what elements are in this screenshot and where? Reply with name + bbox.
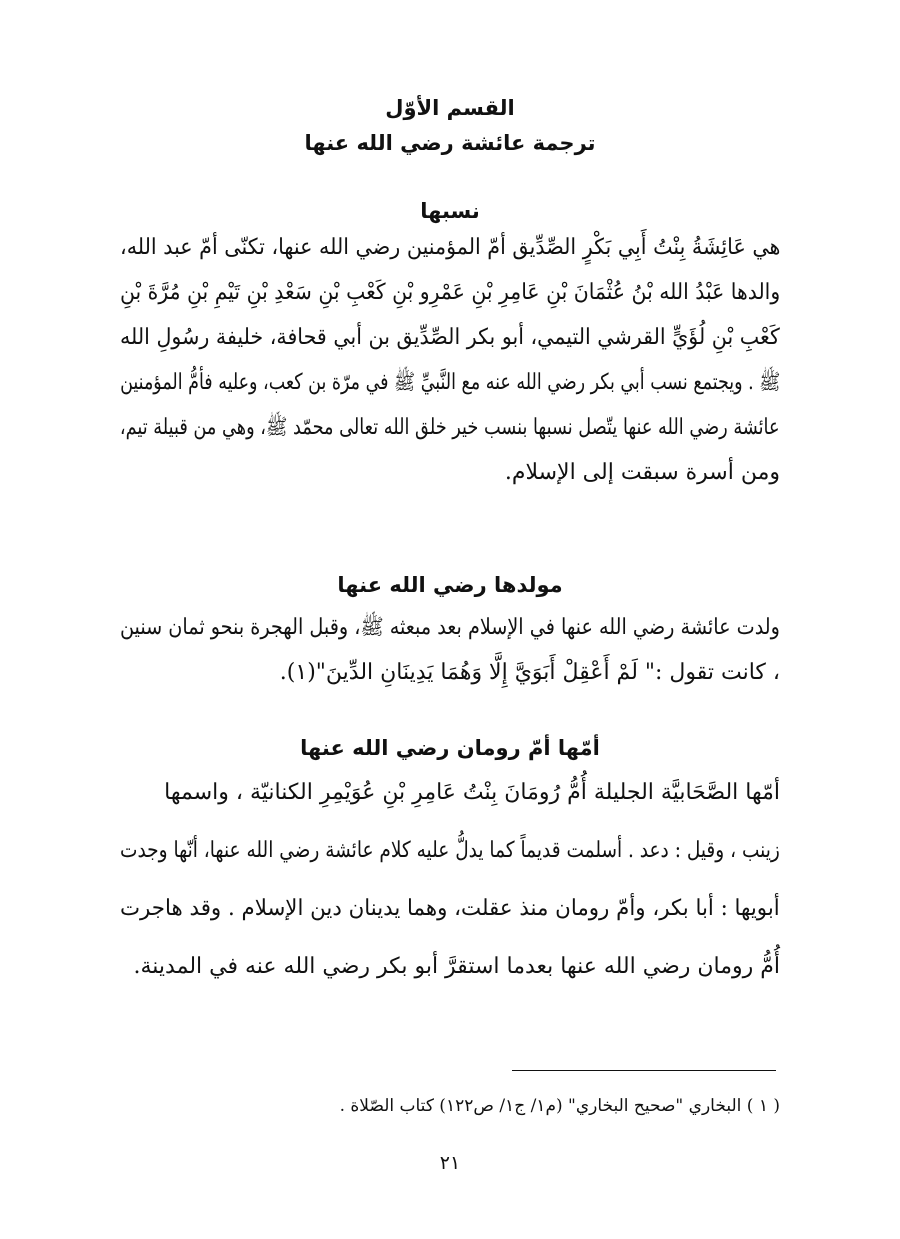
text-line: هي عَائِشَةُ بِنْتُ أَبِي بَكْرٍ الصِّدِّيق أمّ المؤمنين رضي الله عنها، تكنّى أمّ عبد الله،	[119, 235, 780, 260]
page-subtitle: ترجمة عائشة رضي الله عنها	[304, 131, 596, 155]
text-line: كَعْبِ بْنِ لُؤَيٍّ القرشي التيمي، أبو بكر الصِّدِّيق بن أبي قحافة، خليفة رسُولِ الله	[120, 325, 780, 350]
footnote: ( ١ ) البخاري "صحيح البخاري" (م١/ ج١/ ص١٢٢) كتاب الصّلاة .	[339, 1096, 780, 1116]
part-title: القسم الأوّل	[385, 96, 515, 120]
text-line: زينب ، وقيل : دعد . أسلمت قديماً كما يدلُّ عليه كلام عائشة رضي الله عنها، أنّها وجدت	[120, 838, 780, 863]
section-heading-birth: مولدها رضي الله عنها	[337, 573, 563, 597]
footnote-separator	[512, 1070, 776, 1071]
text-line: ومن أسرة سبقت إلى الإسلام.	[504, 460, 780, 485]
text-line: أُمُّ رومان رضي الله عنها بعدما استقرَّ أبو بكر رضي الله عنه في المدينة.	[133, 954, 780, 979]
text-line: عائشة رضي الله عنها يتّصل نسبها بنسب خير خلق الله تعالى محمّد ﷺ، وهي من قبيلة تيم،	[120, 415, 780, 440]
section-heading-mother: أمّها أمّ رومان رضي الله عنها	[300, 736, 600, 760]
text-line: ولدت عائشة رضي الله عنها في الإسلام بعد مبعثه ﷺ، وقبل الهجرة بنحو ثمان سنين	[120, 615, 780, 640]
section-heading-lineage: نسبها	[420, 199, 480, 223]
text-line: والدها عَبْدُ الله بْنُ عُثْمَانَ بْنِ عَامِرِ بْنِ عَمْرِو بْنِ كَعْبِ بْنِ سَعْدِ بْنِ تَيْمِ بْنِ مُرَّةَ بْنِ	[119, 280, 780, 305]
text-line: أبويها : أبا بكر، وأمّ رومان منذ عقلت، وهما يدينان دين الإسلام . وقد هاجرت	[120, 896, 780, 921]
text-line: أمّها الصَّحَابيَّة الجليلة أُمُّ رُومَانَ بِنْتُ عَامِرِ بْنِ عُوَيْمِرِ الكنانيّة ، واسمها	[164, 780, 780, 805]
text-line: ﷺ . ويجتمع نسب أبي بكر رضي الله عنه مع النَّبيِّ ﷺ في مرّة بن كعب، وعليه فأمُّ المؤمنين	[119, 370, 780, 395]
page-number: ٢١	[439, 1152, 461, 1174]
text-line: ، كانت تقول :" لَمْ أَعْقِلْ أَبَوَيَّ إِلَّا وَهُمَا يَدِينَانِ الدِّينَ"(١).	[279, 660, 780, 685]
